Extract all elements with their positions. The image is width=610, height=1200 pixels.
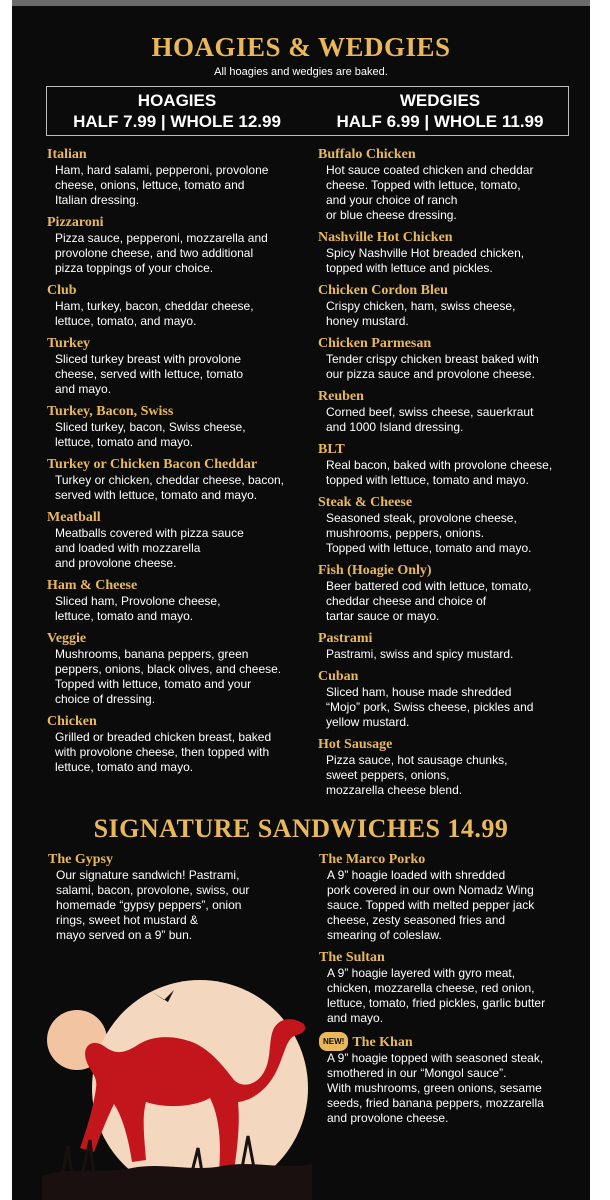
menu-item-description: smothered in our “Mongol sauce”. — [327, 1066, 507, 1080]
menu-item-description: cheddar cheese and choice of — [326, 594, 487, 608]
menu-item — [318, 630, 583, 662]
menu-item-name — [47, 577, 312, 594]
menu-item-description: smearing of coleslaw. — [327, 928, 442, 942]
menu-item-name-text: Meatball — [47, 510, 101, 525]
wedgies-price: HALF 6.99 | WHOLE 11.99 — [336, 112, 544, 131]
menu-item-description: chicken, mozzarella cheese, red onion, — [327, 981, 535, 995]
menu-item — [47, 577, 312, 624]
menu-item-name — [47, 630, 312, 647]
menu-item-description: our pizza sauce and provolone cheese. — [326, 367, 535, 381]
menu-item-description: mushrooms, peppers, onions. — [326, 526, 485, 540]
menu-item-description: provolone cheese, and two additional — [55, 246, 254, 260]
menu-item-description: tartar sauce or mayo. — [326, 609, 440, 623]
menu-item-description: “Mojo” pork, Swiss cheese, pickles and — [326, 700, 534, 714]
menu-item-description: Tender crispy chicken breast baked with — [326, 352, 539, 366]
menu-item-description: Ham, turkey, bacon, cheddar cheese, — [55, 299, 254, 313]
camel-sunset-icon — [42, 976, 312, 1200]
menu-item-name-text: The Sultan — [319, 950, 385, 965]
menu-item-name-text: Hot Sausage — [318, 737, 393, 752]
menu-item-description: seeds, fried banana peppers, mozzarella — [327, 1096, 544, 1110]
menu-item-description: cheese. Topped with lettuce, tomato, — [326, 178, 521, 192]
menu-item — [318, 736, 583, 798]
menu-item-description: A 9” hoagie topped with seasoned steak, — [327, 1051, 544, 1065]
menu-item-description: and your choice of ranch — [326, 193, 458, 207]
menu-item-description: With mushrooms, green onions, sesame — [327, 1081, 542, 1095]
menu-item — [47, 630, 312, 707]
menu-item-description: cheese, zesty seasoned fries and — [327, 913, 506, 927]
menu-item-description: homemade “gypsy peppers”, onion — [56, 898, 242, 912]
menu-item-description: and loaded with mozzarella — [55, 541, 201, 555]
menu-item-name — [318, 229, 583, 246]
menu-item-name — [318, 630, 583, 647]
menu-item-description: and provolone cheese. — [327, 1111, 449, 1125]
menu-item-description: Pizza sauce, pepperoni, mozzarella and — [55, 231, 268, 245]
menu-item-name — [318, 146, 583, 163]
menu-item-description: with provolone cheese, then topped with — [55, 745, 270, 759]
menu-item — [318, 668, 583, 730]
menu-item-name — [319, 851, 587, 868]
menu-item-description: Topped with lettuce, tomato and your — [55, 677, 252, 691]
menu-item-description: peppers, onions, black olives, and cheese. — [55, 662, 282, 676]
menu-item-description: Pizza sauce, hot sausage chunks, — [326, 753, 508, 767]
menu-item-description: choice of dressing. — [55, 692, 156, 706]
menu-item-description: pizza toppings of your choice. — [55, 261, 214, 275]
menu-item-description: honey mustard. — [326, 314, 409, 328]
menu-item — [47, 509, 312, 571]
menu-item-name — [318, 388, 583, 405]
hoagies-left-column — [47, 146, 312, 781]
menu-item-description: Meatballs covered with pizza sauce — [55, 526, 244, 540]
price-box — [46, 86, 569, 136]
menu-item-description: lettuce, tomato, fried pickles, garlic butter — [327, 996, 546, 1010]
menu-item — [47, 282, 312, 329]
hoagies-price: HALF 7.99 | WHOLE 12.99 — [73, 112, 281, 131]
menu-item-description: cheese, onions, lettuce, tomato and — [55, 178, 245, 192]
menu-item-description: and 1000 Island dressing. — [326, 420, 464, 434]
menu-item-name — [47, 509, 312, 526]
menu-item-name-text: Cuban — [318, 669, 359, 684]
menu-item-name-text: Chicken Cordon Bleu — [318, 283, 448, 298]
menu-item-description: Sliced turkey breast with provolone — [55, 352, 242, 366]
menu-item-description: Italian dressing. — [55, 193, 140, 207]
menu-item-description: mozzarella cheese blend. — [326, 783, 463, 797]
menu-item — [47, 713, 312, 775]
menu-item-name — [318, 736, 583, 753]
menu-item-name-text: Steak & Cheese — [318, 495, 413, 510]
hoagies-price-col — [47, 91, 307, 133]
menu-item-name-text: Veggie — [47, 631, 87, 646]
menu-item — [318, 146, 583, 223]
menu-item-name-text: The Marco Porko — [319, 852, 426, 867]
menu-item — [319, 851, 587, 943]
menu-item — [47, 335, 312, 397]
menu-item-name — [48, 851, 288, 868]
menu-item — [318, 282, 583, 329]
hoagies-header: HOAGIES — [137, 91, 217, 110]
menu-item-description: cheese, served with lettuce, tomato — [55, 367, 244, 381]
menu-item-description: lettuce, tomato and mayo. — [55, 760, 194, 774]
menu-item-name-text: Turkey — [47, 336, 91, 351]
menu-item-name-text: Nashville Hot Chicken — [318, 230, 453, 245]
menu-item-description: lettuce, tomato and mayo. — [55, 435, 194, 449]
menu-board — [12, 6, 590, 1200]
menu-item-description: salami, bacon, provolone, swiss, our — [56, 883, 250, 897]
menu-item-description: mayo served on a 9” bun. — [56, 928, 193, 942]
wedgies-price-col — [310, 91, 570, 133]
menu-item-name-text: The Gypsy — [48, 852, 113, 867]
menu-item-description: Beer battered cod with lettuce, tomato, — [326, 579, 532, 593]
menu-item-description: and mayo. — [55, 382, 112, 396]
menu-item — [318, 388, 583, 435]
menu-item — [47, 403, 312, 450]
menu-item-name — [318, 668, 583, 685]
menu-item-description: Sliced ham, Provolone cheese, — [55, 594, 221, 608]
menu-item-description: Hot sauce coated chicken and cheddar — [326, 163, 534, 177]
menu-item-name-text: The Khan — [352, 1035, 413, 1050]
menu-item-description: Pastrami, swiss and spicy mustard. — [326, 647, 514, 661]
new-badge: NEW! — [319, 1032, 348, 1051]
menu-item-name-text: Pizzaroni — [47, 215, 104, 230]
menu-item-description: topped with lettuce, tomato and mayo. — [326, 473, 529, 487]
menu-item-name — [318, 441, 583, 458]
menu-item — [318, 562, 583, 624]
menu-item-description: sauce. Topped with melted pepper jack — [327, 898, 535, 912]
menu-item-name — [47, 456, 312, 473]
menu-item-description: served with lettuce, tomato and mayo. — [55, 488, 258, 502]
menu-item-name-text: Turkey or Chicken Bacon Cheddar — [47, 457, 258, 472]
menu-item-description: pork covered in our own Nomadz Wing — [327, 883, 534, 897]
menu-item-name-text: Italian — [47, 147, 87, 162]
menu-item — [48, 851, 288, 943]
menu-item-description: topped with lettuce and pickles. — [326, 261, 493, 275]
menu-item — [47, 214, 312, 276]
menu-item-name-text: Reuben — [318, 389, 364, 404]
menu-item-name — [318, 282, 583, 299]
hoagies-right-column — [318, 146, 583, 804]
menu-item-description: and provolone cheese. — [55, 556, 177, 570]
menu-item-name — [47, 335, 312, 352]
menu-item-description: Crispy chicken, ham, swiss cheese, — [326, 299, 516, 313]
menu-item-description: Turkey or chicken, cheddar cheese, bacon, — [55, 473, 285, 487]
menu-item — [318, 335, 583, 382]
menu-item-name-text: Ham & Cheese — [47, 578, 138, 593]
menu-item-name-text: Chicken Parmesan — [318, 336, 432, 351]
menu-item-description: Real bacon, baked with provolone cheese, — [326, 458, 553, 472]
menu-item — [319, 1032, 587, 1126]
menu-item-description: lettuce, tomato, and mayo. — [55, 314, 197, 328]
menu-item-description: yellow mustard. — [326, 715, 410, 729]
hoagies-title: HOAGIES & WEDGIES — [151, 32, 451, 62]
menu-item — [318, 494, 583, 556]
menu-item-name-text: Chicken — [47, 714, 97, 729]
signature-left-column — [48, 851, 288, 949]
menu-item-description: sweet peppers, onions, — [326, 768, 450, 782]
menu-item-name — [318, 562, 583, 579]
menu-item-name-text: BLT — [318, 442, 345, 457]
menu-item-description: Corned beef, swiss cheese, sauerkraut — [326, 405, 534, 419]
menu-item-name — [318, 494, 583, 511]
menu-item-description: Our signature sandwich! Pastrami, — [56, 868, 240, 882]
menu-item-name — [47, 403, 312, 420]
menu-item-description: and mayo. — [327, 1011, 384, 1025]
hoagies-subtitle: All hoagies and wedgies are baked. — [214, 66, 388, 78]
signature-title: SIGNATURE SANDWICHES 14.99 — [93, 814, 509, 843]
menu-item-description: Topped with lettuce, tomato and mayo. — [326, 541, 532, 555]
menu-item-description: lettuce, tomato and mayo. — [55, 609, 194, 623]
menu-item-name — [47, 282, 312, 299]
menu-item — [318, 229, 583, 276]
menu-item-name-text: Turkey, Bacon, Swiss — [47, 404, 174, 419]
menu-item-description: or blue cheese dressing. — [326, 208, 457, 222]
menu-item-name — [318, 335, 583, 352]
menu-item — [47, 456, 312, 503]
menu-item-name-text: Pastrami — [318, 631, 373, 646]
menu-item — [319, 949, 587, 1026]
wedgies-header: WEDGIES — [399, 91, 481, 110]
menu-item-name — [47, 214, 312, 231]
menu-item-description: Seasoned steak, provolone cheese, — [326, 511, 517, 525]
menu-item-name-text: Fish (Hoagie Only) — [318, 563, 432, 578]
signature-right-column — [319, 851, 587, 1132]
menu-item-description: Sliced ham, house made shredded — [326, 685, 512, 699]
menu-item-name-text: Club — [47, 283, 77, 298]
menu-item-description: Mushrooms, banana peppers, green — [55, 647, 249, 661]
menu-item-description: A 9” hoagie layered with gyro meat, — [327, 966, 516, 980]
menu-item-name — [319, 949, 587, 966]
menu-item-name — [47, 713, 312, 730]
menu-item-name — [319, 1032, 587, 1051]
menu-item-name-text: Buffalo Chicken — [318, 147, 416, 162]
menu-item-description: A 9” hoagie loaded with shredded — [327, 868, 506, 882]
menu-item-description: Grilled or breaded chicken breast, baked — [55, 730, 272, 744]
menu-item-description: Sliced turkey, bacon, Swiss cheese, — [55, 420, 246, 434]
menu-item-description: Spicy Nashville Hot breaded chicken, — [326, 246, 525, 260]
menu-item — [318, 441, 583, 488]
menu-item — [47, 146, 312, 208]
menu-item-name — [47, 146, 312, 163]
menu-item-description: rings, sweet hot mustard & — [56, 913, 199, 927]
menu-item-description: Ham, hard salami, pepperoni, provolone — [55, 163, 269, 177]
